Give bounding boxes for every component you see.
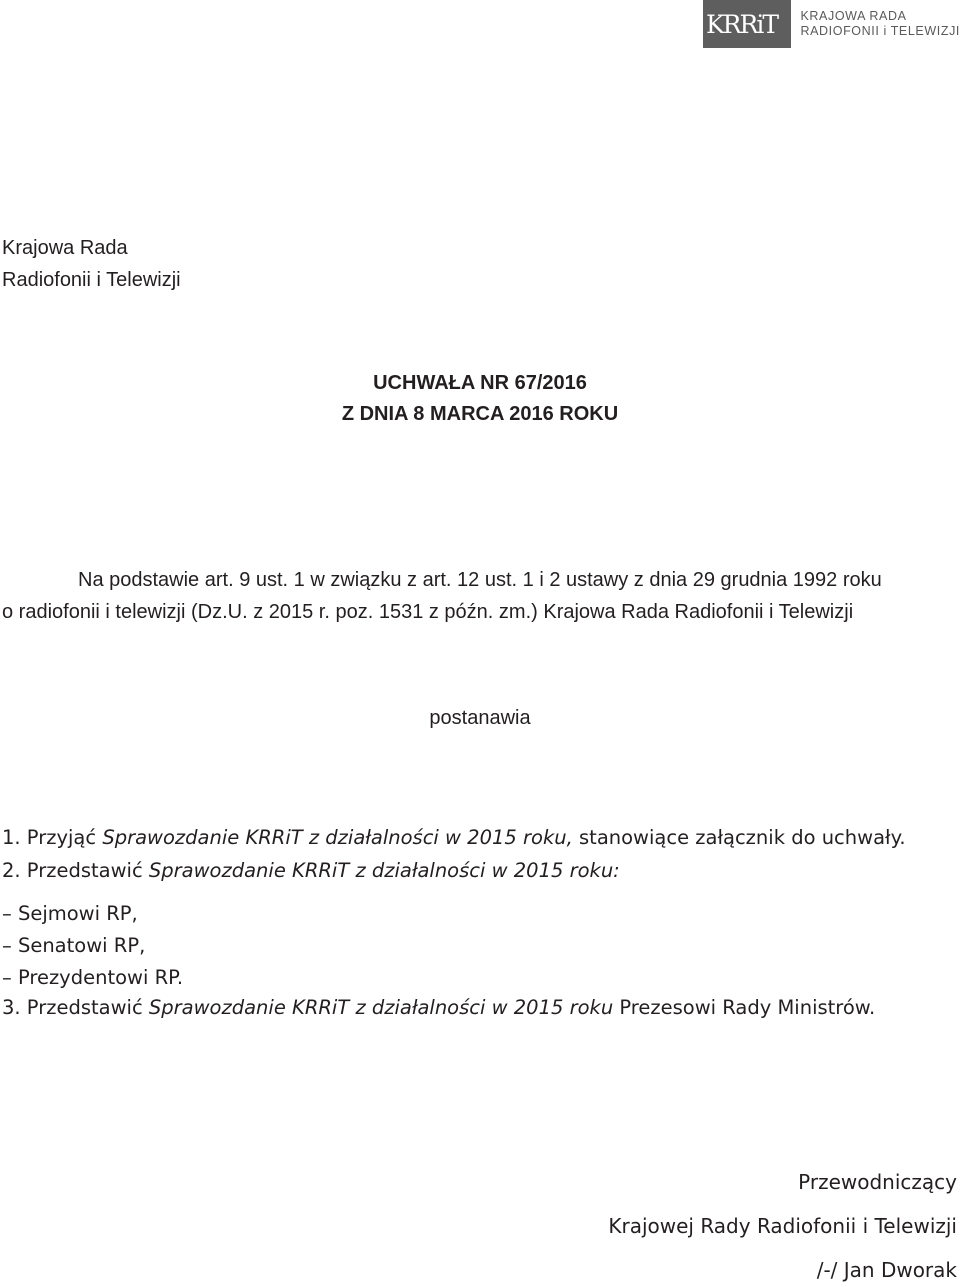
item-3 xyxy=(2,994,875,1022)
signature-body: Krajowej Rady Radiofonii i Telewizji xyxy=(608,1214,957,1238)
logo-line-2: RADIOFONII i TELEWIZJI xyxy=(800,24,960,38)
legal-basis xyxy=(2,564,958,628)
item-1-report-title: Sprawozdanie KRRiT z działalności w 2015 roku, xyxy=(102,826,573,849)
item-2-prefix: 2. Przedstawić xyxy=(2,859,149,882)
resolution-number: UCHWAŁA NR 67/2016 xyxy=(373,372,587,394)
resolution-title xyxy=(0,368,960,430)
resolution-date: Z DNIA 8 MARCA 2016 ROKU xyxy=(341,403,619,425)
signature-name: /-/ Jan Dworak xyxy=(816,1258,957,1282)
recipient-item: – Senatowi RP, xyxy=(2,934,146,957)
sender-block xyxy=(2,232,181,296)
item-2 xyxy=(2,857,620,885)
krrit-logo xyxy=(703,0,960,48)
item-3-prefix: 3. Przedstawić xyxy=(2,996,149,1019)
krrit-logo-wordmark xyxy=(800,9,960,39)
decision-word: postanawia xyxy=(429,707,531,729)
sender-line-1: Krajowa Rada xyxy=(2,237,128,259)
item-1-suffix: stanowiące załącznik do uchwały. xyxy=(572,826,906,849)
item-2-report-title: Sprawozdanie KRRiT z działalności w 2015 roku: xyxy=(148,859,620,882)
logo-line-1: KRAJOWA RADA xyxy=(800,9,907,23)
recipient-item: – Sejmowi RP, xyxy=(2,902,138,925)
item-3-report-title: Sprawozdanie KRRiT z działalności w 2015 roku xyxy=(148,996,614,1019)
krrit-monogram xyxy=(704,8,790,40)
item-1 xyxy=(2,824,906,852)
legal-basis-line-1: Na podstawie art. 9 ust. 1 w związku z art. 12 ust. 1 i 2 ustawy z dnia 29 grudnia 1992 roku xyxy=(78,569,882,591)
item-3-suffix: Prezesowi Rady Ministrów. xyxy=(613,996,876,1019)
krrit-logo-mark xyxy=(703,0,791,48)
recipient-item: – Prezydentowi RP. xyxy=(2,966,184,989)
svg-text:KRRiT: KRRiT xyxy=(706,10,778,39)
signature-role: Przewodniczący xyxy=(798,1170,957,1194)
item-1-prefix: 1. Przyjąć xyxy=(2,826,103,849)
sender-line-2: Radiofonii i Telewizji xyxy=(2,269,181,291)
legal-basis-line-2: o radiofonii i telewizji (Dz.U. z 2015 r. poz. 1531 z późn. zm.) Krajowa Rada Radiofonii i Telewizji xyxy=(2,601,854,623)
